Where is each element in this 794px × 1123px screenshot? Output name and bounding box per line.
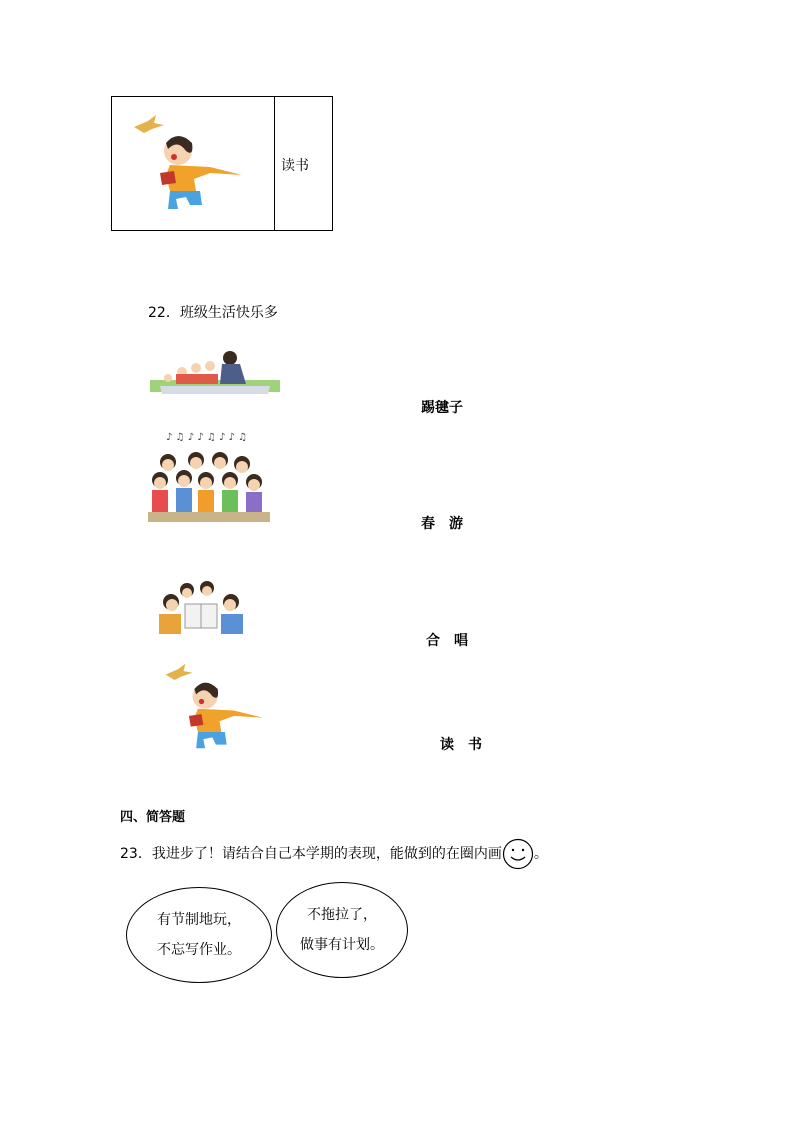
label-chunyou: 春 游 — [421, 516, 463, 532]
label-jianzi: 踢毽子 — [421, 400, 463, 416]
progress-bubble-1-line2: 不忘写作业。 — [157, 942, 241, 958]
label-hechang: 合 唱 — [426, 633, 468, 649]
girl-reading-illustration-2 — [162, 662, 268, 750]
table-divider — [274, 97, 275, 230]
kids-reading-illustration — [155, 580, 250, 638]
progress-bubble-2-line2: 做事有计划。 — [300, 937, 384, 953]
question-23-prompt-text: 23．我进步了！请结合自己本学期的表现，能做到的在圈内画 — [120, 846, 502, 862]
table-cell-label: 读书 — [281, 158, 309, 174]
svg-text:♪ ♫ ♪ ♪ ♫ ♪ ♪ ♫: ♪ ♫ ♪ ♪ ♫ ♪ ♪ ♫ — [166, 432, 248, 443]
progress-bubble-2[interactable] — [276, 882, 408, 978]
girl-reading-illustration — [130, 113, 248, 211]
section-4-heading: 四、简答题 — [120, 810, 186, 825]
spring-outing-illustration — [150, 346, 280, 398]
question-22-title: 22．班级生活快乐多 — [148, 305, 278, 321]
label-dushu: 读 书 — [440, 737, 482, 753]
progress-bubble-1-line1: 有节制地玩， — [157, 912, 241, 928]
question-23-prompt — [120, 838, 548, 870]
question-23-prompt-end: 。 — [533, 846, 548, 862]
progress-bubble-1[interactable] — [126, 887, 272, 983]
reading-table — [111, 96, 333, 231]
choir-illustration — [148, 428, 270, 526]
progress-bubble-2-line1: 不拖拉了， — [307, 907, 377, 923]
smiley-face-icon — [502, 838, 534, 870]
